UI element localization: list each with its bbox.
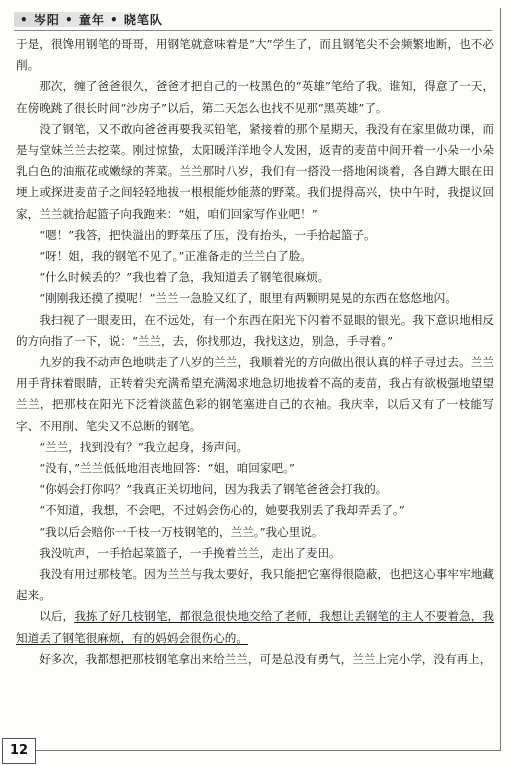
paragraph: “没有，”兰兰低低地泪丧地回答：“姐，咱回家吧。” xyxy=(39,461,295,476)
paragraph: “你妈会打你吗？”我真正关切地问，因为我丢了钢笔爸爸会打我的。 xyxy=(39,482,388,497)
paragraph: “我以后会赔你一千枝一万枝钢笔的，兰兰。”我心里说。 xyxy=(39,524,324,539)
paragraph: “嗯！”我答，把快溢出的野菜压了压，没有抬头，一手拾起篮子。 xyxy=(39,227,376,242)
paragraph: “什么时候丢的？”我也着了急，我知道丢了钢笔很麻烦。 xyxy=(39,270,330,285)
paragraph: 九岁的我不动声色地哄走了八岁的兰兰，我顺着光的方向做出很认真的样子寻过去。兰兰用手背抹着眼睛，正转着尖充满希望充满渴求地急切地拔着不高的麦苗，我占有欲极强地望望兰兰，把那枝在阳光下泛着淡蓝色彩的钢笔塞进自己的衣袖。我庆幸，以后又有了一枝能写字、不用削、笔尖又不总断的钢笔。 xyxy=(16,355,494,433)
header-divider xyxy=(14,30,492,31)
underlined-paragraph xyxy=(16,606,494,648)
paragraph: 我没吭声，一手拾起菜篮子，一手挽着兰兰，走出了麦田。 xyxy=(39,545,341,560)
paragraph: 好多次，我都想把那枝钢笔拿出来给兰兰，可是总没有勇气，兰兰上完小学，没有再上， xyxy=(39,651,492,666)
paragraph: 我扫视了一眼麦田，在不远处，有一个东西在阳光下闪着不显眼的银光。我下意识地相反的方向指了一下，说：“兰兰，去，你找那边，我找这边，别急，手寻着。” xyxy=(16,312,494,348)
paragraph: “不知道，我想，不会吧，不过妈会伤心的，她要我别丢了我却弄丢了。” xyxy=(39,503,405,518)
underlined-lead: 以后， xyxy=(39,609,75,624)
paragraph: “兰兰，找到没有？”我立起身，扬声问。 xyxy=(39,439,249,454)
running-header xyxy=(14,8,174,30)
paragraph: 我没有用过那枝笔。因为兰兰与我太要好，我只能把它塞得很隐蔽，也把这心事牢牢地藏起来。 xyxy=(16,567,494,603)
header-title: • 岑阳 • 童年 • 晓笔队 xyxy=(20,13,163,27)
paragraph: “刚刚我还摸了摸呢！”兰兰一急脸又红了，眼里有两颗明晃晃的东西在悠悠地闪。 xyxy=(39,291,457,306)
article-body xyxy=(16,34,494,670)
paragraph: 没了钢笔，又不敢向爸爸再要我买铅笔，紧接着的那个星期天，我没有在家里做功课，而是与堂妹兰兰去挖菜。刚过惊蛰，太阳暖洋洋地令人发困，返青的麦苗中间开着一小朵一小朵乳白色的油瓶花或嫩绿的荠菜。兰兰那时八岁，我们有一搭没一搭地闲谈着，各自蹲大眼在田埂上或探进麦苗子之间轻轻地拔一根根能炒能蒸的野菜。我们提得高兴，快中午时，我提议回家，兰兰就拾起篮子向我跑来：“姐，咱们回家写作业吧！” xyxy=(16,121,494,221)
paragraph: 那次，缠了爸爸很久，爸爸才把自己的一枝黑色的“英雄”笔给了我。谁知，得意了一天，在傍晚跳了很长时间“沙房子”以后，第二天怎么也找不见那“黑英雄”了。 xyxy=(16,79,494,115)
paragraph: 于是，很馋用钢笔的哥哥，用钢笔就意味着是“大”学生了，而且钢笔尖不会频繁地断，也不必削。 xyxy=(16,37,494,73)
paragraph: “呀！姐，我的钢笔不见了。”正准备走的兰兰白了脸。 xyxy=(39,249,312,264)
page-number: 12 xyxy=(2,738,36,764)
underlined-sentence: 我拣了好几枝钢笔，都很急很快地交给了老师，我想让丢钢笔的主人不要着急，我知道丢了钢笔很麻烦，有的妈妈会很伤心的。 xyxy=(16,609,494,645)
